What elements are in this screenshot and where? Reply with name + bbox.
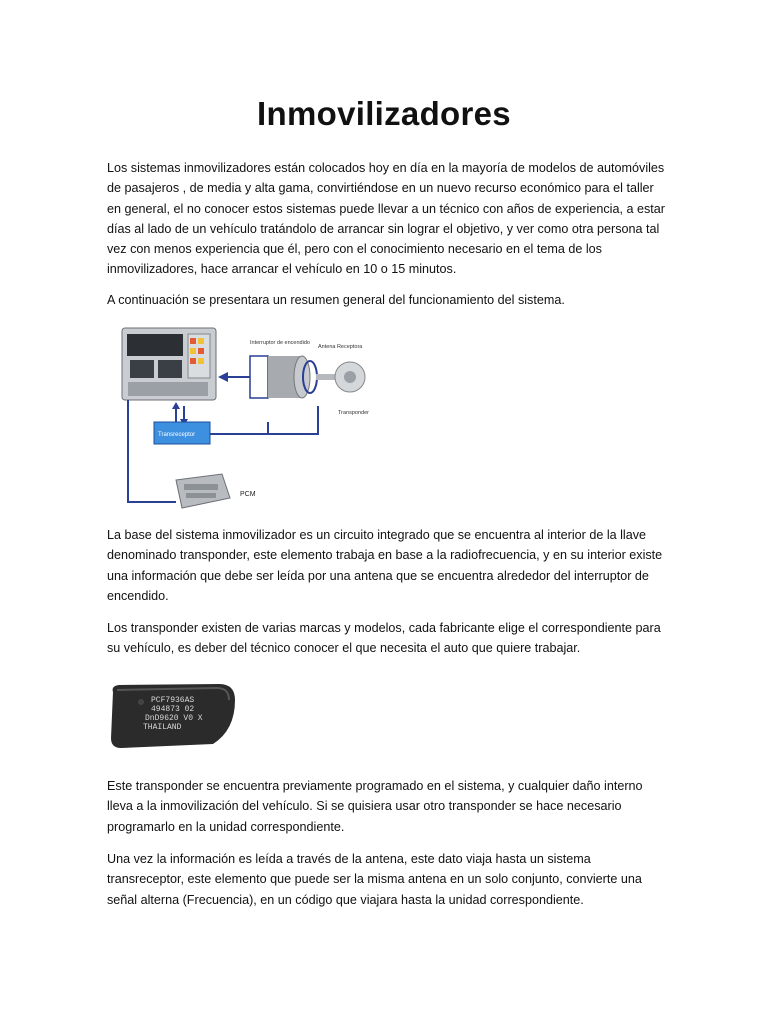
- key-icon: [316, 362, 365, 392]
- brands-paragraph: Los transponder existen de varias marcas y modelos, cada fabricante elige el correspondiente para su vehículo, es deber del técnico conocer el que necesita el auto que quiere trabajar.: [107, 621, 661, 656]
- chip-line-1: PCF7936AS: [151, 696, 195, 705]
- diagram-label-switch: Interruptor de encendido: [250, 340, 310, 346]
- summary-paragraph: A continuación se presentara un resumen general del funcionamiento del sistema.: [107, 293, 565, 307]
- transponder-chip-image: [107, 680, 239, 752]
- transceiver-paragraph: Una vez la información es leída a través de la antena, este dato viaja hasta un sistema transreceptor, este elemento que puede ser la misma antena en un solo conjunto, convierte una señal alterna (Frecuencia), en un código que viajara hasta la unidad correspondiente.: [107, 852, 642, 907]
- immobilizer-diagram: [118, 322, 398, 514]
- diagram-label-pcm: PCM: [240, 491, 256, 498]
- control-unit-icon: [122, 328, 216, 400]
- programming-paragraph: Este transponder se encuentra previamente programado en el sistema, y cualquier daño interno lleva a la inmovilización del vehículo. Si se quisiera usar otro transponder se hace necesario programarlo en la unidad correspondiente.: [107, 779, 643, 834]
- chip-line-3: DnD9620 V0 X: [145, 714, 203, 723]
- diagram-label-antenna: Antena Receptora: [318, 344, 363, 350]
- chip-line-4: THAILAND: [143, 723, 182, 732]
- ignition-switch-icon: [250, 356, 317, 398]
- transponder-paragraph: La base del sistema inmovilizador es un circuito integrado que se encuentra al interior de la llave denominado transponder, este elemento trabaja en base a la radiofrecuencia, y en su interior existe una información que debe ser leída por una antena que se encuentra alrededor del interruptor de encendido.: [107, 528, 663, 603]
- intro-paragraph: Los sistemas inmovilizadores están colocados hoy en día en la mayoría de modelos de automóviles de pasajeros , de media y alta gama, convirtiéndose en un nuevo recurso económico para el taller en general, el no conocer estos sistemas puede llevar a un técnico con años de experiencia, a estar días al lado de un vehículo tratándolo de arrancar sin lograr el objetivo, y ver como otra persona tal vez con menos experiencia que él, pero con el conocimiento necesario en el tema de los inmovilizadores, hace arrancar el vehículo en 10 o 15 minutos.: [107, 161, 665, 277]
- diagram-label-transceiver: Transreceptor: [158, 432, 196, 438]
- diagram-label-transponder: Transponder: [338, 410, 369, 416]
- pcm-icon: [176, 474, 230, 508]
- chip-line-2: 494873 02: [151, 705, 195, 714]
- page-title: Inmovilizadores: [257, 95, 511, 132]
